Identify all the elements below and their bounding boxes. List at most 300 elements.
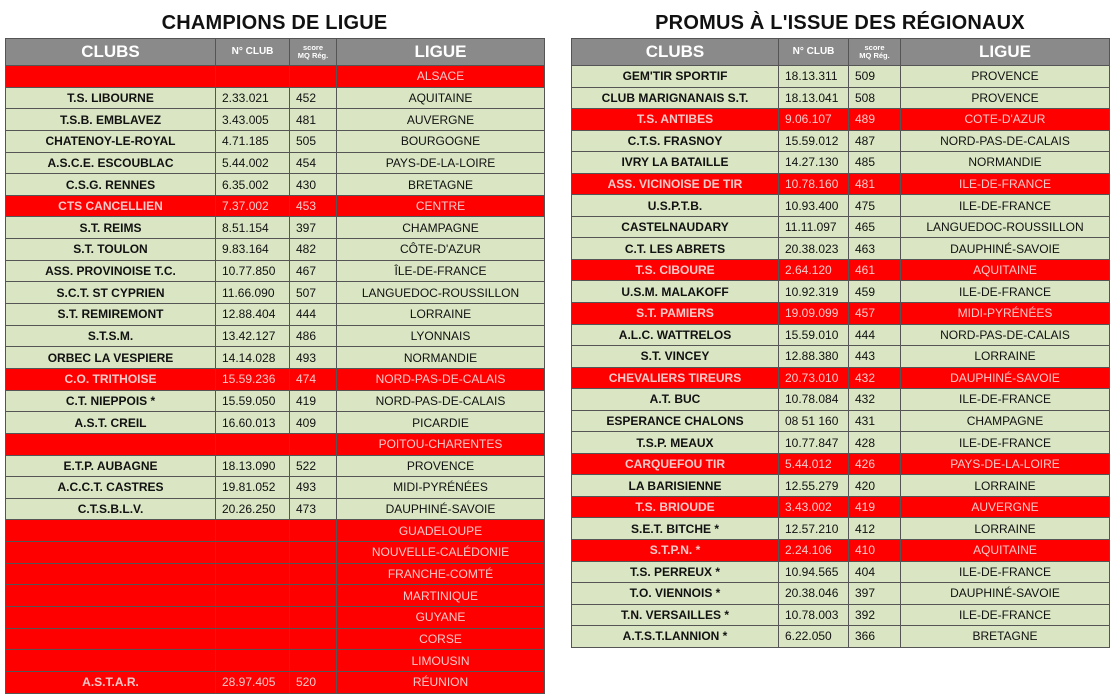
cell-num-club: 12.57.210: [779, 518, 849, 540]
cell-num-club: [216, 542, 290, 564]
cell-score: 409: [290, 412, 337, 434]
table-row: [6, 433, 545, 455]
cell-num-club: 12.88.380: [779, 346, 849, 368]
cell-club: CTS CANCELLIEN: [6, 195, 216, 217]
cell-score: 485: [849, 152, 901, 174]
cell-num-club: 12.55.279: [779, 475, 849, 497]
cell-club: A.S.T. CREIL: [6, 412, 216, 434]
cell-ligue: MIDI-PYRÉNÉES: [337, 477, 545, 499]
cell-num-club: 5.44.012: [779, 453, 849, 475]
cell-club: [6, 628, 216, 650]
cell-ligue: RÉUNION: [337, 671, 545, 693]
cell-ligue: ILE-DE-FRANCE: [901, 389, 1110, 411]
cell-score: 366: [849, 626, 901, 648]
cell-num-club: [216, 607, 290, 629]
cell-ligue: LORRAINE: [901, 475, 1110, 497]
cell-ligue: NORD-PAS-DE-CALAIS: [337, 368, 545, 390]
cell-num-club: 10.78.160: [779, 173, 849, 195]
table-row: [572, 518, 1110, 540]
cell-score: 508: [849, 87, 901, 109]
champions-table: [5, 38, 545, 694]
cell-club: T.N. VERSAILLES *: [572, 604, 779, 626]
cell-club: T.S. CIBOURE: [572, 259, 779, 281]
cell-ligue: LORRAINE: [337, 304, 545, 326]
cell-ligue: LANGUEDOC-ROUSSILLON: [337, 282, 545, 304]
cell-num-club: 28.97.405: [216, 671, 290, 693]
cell-ligue: ILE-DE-FRANCE: [901, 604, 1110, 626]
cell-num-club: 14.27.130: [779, 152, 849, 174]
table-row: [6, 650, 545, 672]
cell-score: 473: [290, 498, 337, 520]
cell-num-club: 4.71.185: [216, 130, 290, 152]
cell-num-club: 9.06.107: [779, 109, 849, 131]
champions-table-body: [6, 66, 545, 694]
table-row: [572, 604, 1110, 626]
cell-ligue: ILE-DE-FRANCE: [901, 561, 1110, 583]
cell-num-club: 2.33.021: [216, 87, 290, 109]
table-row: [572, 453, 1110, 475]
table-row: [572, 389, 1110, 411]
table-row: [6, 347, 545, 369]
cell-num-club: 8.51.154: [216, 217, 290, 239]
cell-num-club: 11.11.097: [779, 216, 849, 238]
cell-ligue: NORD-PAS-DE-CALAIS: [901, 324, 1110, 346]
cell-score: 397: [290, 217, 337, 239]
cell-score: 475: [849, 195, 901, 217]
cell-club: C.T.S.B.L.V.: [6, 498, 216, 520]
table-row: [6, 542, 545, 564]
cell-club: [6, 433, 216, 455]
cell-score: 444: [290, 304, 337, 326]
cell-num-club: 20.38.046: [779, 583, 849, 605]
table-row: [572, 540, 1110, 562]
cell-ligue: POITOU-CHARENTES: [337, 433, 545, 455]
cell-ligue: ÎLE-DE-FRANCE: [337, 260, 545, 282]
table-row: [572, 626, 1110, 648]
score-header-bottom: MQ Rég.: [297, 51, 329, 60]
cell-num-club: 15.59.050: [216, 390, 290, 412]
cell-club: ESPERANCE CHALONS: [572, 410, 779, 432]
cell-score: 507: [290, 282, 337, 304]
champions-de-ligue-section: [5, 8, 544, 694]
table-row: [572, 432, 1110, 454]
cell-num-club: 6.22.050: [779, 626, 849, 648]
table-row: [572, 173, 1110, 195]
table-row: [6, 368, 545, 390]
cell-score: 486: [290, 325, 337, 347]
cell-num-club: 6.35.002: [216, 174, 290, 196]
cell-score: 426: [849, 453, 901, 475]
cell-score: 452: [290, 87, 337, 109]
promus-table-body: [572, 66, 1110, 648]
cell-score: 509: [849, 66, 901, 88]
table-row: [6, 304, 545, 326]
cell-score: 505: [290, 130, 337, 152]
cell-ligue: CÔTE-D'AZUR: [337, 239, 545, 261]
cell-ligue: DAUPHINÉ-SAVOIE: [901, 583, 1110, 605]
cell-score: [290, 650, 337, 672]
cell-club: T.S. PERREUX *: [572, 561, 779, 583]
cell-num-club: 20.26.250: [216, 498, 290, 520]
cell-num-club: 15.59.012: [779, 130, 849, 152]
cell-score: 428: [849, 432, 901, 454]
table-row: [6, 390, 545, 412]
cell-ligue: GUYANE: [337, 607, 545, 629]
cell-club: T.S. ANTIBES: [572, 109, 779, 131]
cell-ligue: AQUITAINE: [337, 87, 545, 109]
cell-score: 404: [849, 561, 901, 583]
cell-num-club: 10.92.319: [779, 281, 849, 303]
cell-score: [290, 563, 337, 585]
table-row: [6, 87, 545, 109]
cell-ligue: NORD-PAS-DE-CALAIS: [337, 390, 545, 412]
cell-ligue: ILE-DE-FRANCE: [901, 281, 1110, 303]
cell-ligue: GUADELOUPE: [337, 520, 545, 542]
cell-club: A.S.C.E. ESCOUBLAC: [6, 152, 216, 174]
cell-club: GEM'TIR SPORTIF: [572, 66, 779, 88]
cell-ligue: CENTRE: [337, 195, 545, 217]
cell-club: [6, 650, 216, 672]
cell-score: 457: [849, 303, 901, 325]
cell-club: [6, 585, 216, 607]
cell-score: [290, 542, 337, 564]
column-header-score: [290, 39, 337, 66]
cell-club: C.T. LES ABRETS: [572, 238, 779, 260]
cell-club: T.S. BRIOUDE: [572, 496, 779, 518]
table-row: [6, 282, 545, 304]
cell-club: T.S.B. EMBLAVEZ: [6, 109, 216, 131]
cell-ligue: AQUITAINE: [901, 540, 1110, 562]
cell-num-club: 20.38.023: [779, 238, 849, 260]
table-row: [6, 66, 545, 88]
cell-score: 489: [849, 109, 901, 131]
cell-num-club: 10.77.847: [779, 432, 849, 454]
cell-score: 520: [290, 671, 337, 693]
cell-score: 397: [849, 583, 901, 605]
cell-ligue: FRANCHE-COMTÉ: [337, 563, 545, 585]
cell-score: 420: [849, 475, 901, 497]
table-row: [6, 628, 545, 650]
cell-ligue: PROVENCE: [901, 66, 1110, 88]
cell-ligue: BOURGOGNE: [337, 130, 545, 152]
table-row: [6, 217, 545, 239]
cell-ligue: ILE-DE-FRANCE: [901, 173, 1110, 195]
column-header-num-club: N° CLUB: [779, 39, 849, 66]
cell-num-club: 15.59.236: [216, 368, 290, 390]
cell-score: 459: [849, 281, 901, 303]
cell-score: 419: [849, 496, 901, 518]
cell-club: S.E.T. BITCHE *: [572, 518, 779, 540]
table-row: [6, 239, 545, 261]
cell-ligue: ILE-DE-FRANCE: [901, 432, 1110, 454]
cell-club: S.C.T. ST CYPRIEN: [6, 282, 216, 304]
cell-num-club: 19.09.099: [779, 303, 849, 325]
cell-club: A.C.C.T. CASTRES: [6, 477, 216, 499]
cell-num-club: [216, 585, 290, 607]
cell-ligue: PAYS-DE-LA-LOIRE: [337, 152, 545, 174]
table-row: [572, 346, 1110, 368]
cell-club: A.T.S.T.LANNION *: [572, 626, 779, 648]
table-row: [6, 130, 545, 152]
cell-ligue: LORRAINE: [901, 346, 1110, 368]
cell-num-club: [216, 520, 290, 542]
table-row: [6, 109, 545, 131]
cell-club: T.S. LIBOURNE: [6, 87, 216, 109]
cell-ligue: NORD-PAS-DE-CALAIS: [901, 130, 1110, 152]
table-row: [6, 455, 545, 477]
cell-score: 522: [290, 455, 337, 477]
cell-club: CLUB MARIGNANAIS S.T.: [572, 87, 779, 109]
cell-score: 493: [290, 347, 337, 369]
cell-num-club: 2.24.106: [779, 540, 849, 562]
cell-num-club: 10.78.084: [779, 389, 849, 411]
cell-num-club: 9.83.164: [216, 239, 290, 261]
cell-club: CASTELNAUDARY: [572, 216, 779, 238]
cell-club: [6, 520, 216, 542]
cell-ligue: LYONNAIS: [337, 325, 545, 347]
cell-ligue: AUVERGNE: [901, 496, 1110, 518]
cell-score: 493: [290, 477, 337, 499]
column-header-score: [849, 39, 901, 66]
promus-table: [571, 38, 1110, 648]
table-row: [572, 195, 1110, 217]
cell-ligue: MIDI-PYRÉNÉES: [901, 303, 1110, 325]
cell-ligue: PICARDIE: [337, 412, 545, 434]
cell-num-club: 18.13.090: [216, 455, 290, 477]
cell-club: T.O. VIENNOIS *: [572, 583, 779, 605]
column-header-clubs: CLUBS: [6, 39, 216, 66]
cell-num-club: [216, 628, 290, 650]
table-row: [6, 174, 545, 196]
cell-num-club: 08 51 160: [779, 410, 849, 432]
cell-score: 482: [290, 239, 337, 261]
cell-score: 474: [290, 368, 337, 390]
score-header-top: score: [864, 43, 885, 52]
cell-club: ASS. VICINOISE DE TIR: [572, 173, 779, 195]
cell-club: CHATENOY-LE-ROYAL: [6, 130, 216, 152]
cell-ligue: ALSACE: [337, 66, 545, 88]
cell-club: T.S.P. MEAUX: [572, 432, 779, 454]
cell-num-club: 15.59.010: [779, 324, 849, 346]
table-row: [572, 324, 1110, 346]
cell-ligue: BRETAGNE: [901, 626, 1110, 648]
cell-ligue: PAYS-DE-LA-LOIRE: [901, 453, 1110, 475]
cell-ligue: ILE-DE-FRANCE: [901, 195, 1110, 217]
cell-ligue: AUVERGNE: [337, 109, 545, 131]
cell-ligue: CHAMPAGNE: [901, 410, 1110, 432]
cell-club: U.S.M. MALAKOFF: [572, 281, 779, 303]
table-row: [6, 671, 545, 693]
cell-club: CARQUEFOU TIR: [572, 453, 779, 475]
header-row: [6, 39, 545, 66]
cell-score: 463: [849, 238, 901, 260]
cell-score: 410: [849, 540, 901, 562]
cell-ligue: COTE-D'AZUR: [901, 109, 1110, 131]
table-row: [6, 607, 545, 629]
table-row: [572, 87, 1110, 109]
cell-club: ORBEC LA VESPIERE: [6, 347, 216, 369]
table-row: [572, 583, 1110, 605]
cell-score: [290, 585, 337, 607]
table-row: [6, 585, 545, 607]
cell-score: [290, 433, 337, 455]
table-row: [6, 477, 545, 499]
cell-club: U.S.P.T.B.: [572, 195, 779, 217]
cell-num-club: 19.81.052: [216, 477, 290, 499]
cell-ligue: LANGUEDOC-ROUSSILLON: [901, 216, 1110, 238]
table-row: [572, 259, 1110, 281]
section-title: PROMUS À L'ISSUE DES RÉGIONAUX: [655, 12, 1025, 34]
cell-num-club: 16.60.013: [216, 412, 290, 434]
table-row: [572, 475, 1110, 497]
table-row: [572, 303, 1110, 325]
cell-score: 392: [849, 604, 901, 626]
table-row: [572, 496, 1110, 518]
cell-num-club: 3.43.002: [779, 496, 849, 518]
cell-num-club: 18.13.041: [779, 87, 849, 109]
cell-num-club: [216, 433, 290, 455]
cell-num-club: 2.64.120: [779, 259, 849, 281]
cell-num-club: 7.37.002: [216, 195, 290, 217]
cell-club: C.S.G. RENNES: [6, 174, 216, 196]
cell-num-club: 13.42.127: [216, 325, 290, 347]
cell-num-club: 10.77.850: [216, 260, 290, 282]
cell-ligue: NORMANDIE: [337, 347, 545, 369]
cell-num-club: 14.14.028: [216, 347, 290, 369]
column-header-clubs: CLUBS: [572, 39, 779, 66]
column-header-ligue: LIGUE: [337, 39, 545, 66]
cell-score: [290, 607, 337, 629]
cell-score: 432: [849, 367, 901, 389]
cell-ligue: DAUPHINÉ-SAVOIE: [901, 367, 1110, 389]
cell-num-club: 18.13.311: [779, 66, 849, 88]
cell-score: 453: [290, 195, 337, 217]
table-row: [572, 130, 1110, 152]
cell-club: S.T. TOULON: [6, 239, 216, 261]
cell-club: S.T. VINCEY: [572, 346, 779, 368]
cell-score: 467: [290, 260, 337, 282]
cell-score: 432: [849, 389, 901, 411]
cell-club: CHEVALIERS TIREURS: [572, 367, 779, 389]
table-row: [572, 109, 1110, 131]
cell-score: 430: [290, 174, 337, 196]
table-row: [6, 563, 545, 585]
cell-num-club: 10.94.565: [779, 561, 849, 583]
cell-club: S.T. PAMIERS: [572, 303, 779, 325]
table-row: [572, 281, 1110, 303]
cell-num-club: 10.78.003: [779, 604, 849, 626]
cell-num-club: [216, 563, 290, 585]
cell-club: C.T.S. FRASNOY: [572, 130, 779, 152]
cell-club: A.S.T.A.R.: [6, 671, 216, 693]
section-title: CHAMPIONS DE LIGUE: [161, 12, 388, 34]
table-row: [6, 152, 545, 174]
cell-club: A.T. BUC: [572, 389, 779, 411]
cell-club: [6, 66, 216, 88]
promus-section: [571, 8, 1109, 648]
cell-club: IVRY LA BATAILLE: [572, 152, 779, 174]
table-row: [572, 238, 1110, 260]
table-row: [572, 66, 1110, 88]
cell-score: 461: [849, 259, 901, 281]
cell-num-club: 20.73.010: [779, 367, 849, 389]
table-row: [572, 561, 1110, 583]
cell-ligue: NORMANDIE: [901, 152, 1110, 174]
cell-num-club: [216, 650, 290, 672]
cell-score: 412: [849, 518, 901, 540]
cell-ligue: MARTINIQUE: [337, 585, 545, 607]
cell-score: 481: [290, 109, 337, 131]
table-row: [572, 216, 1110, 238]
cell-ligue: DAUPHINÉ-SAVOIE: [901, 238, 1110, 260]
cell-club: C.T. NIEPPOIS *: [6, 390, 216, 412]
cell-num-club: 5.44.002: [216, 152, 290, 174]
cell-score: [290, 628, 337, 650]
cell-score: 431: [849, 410, 901, 432]
cell-ligue: LORRAINE: [901, 518, 1110, 540]
table-row: [6, 498, 545, 520]
cell-club: A.L.C. WATTRELOS: [572, 324, 779, 346]
cell-club: C.O. TRITHOISE: [6, 368, 216, 390]
table-row: [572, 152, 1110, 174]
cell-club: LA BARISIENNE: [572, 475, 779, 497]
cell-club: [6, 542, 216, 564]
cell-club: [6, 563, 216, 585]
cell-club: E.T.P. AUBAGNE: [6, 455, 216, 477]
score-header-bottom: MQ Rég.: [859, 51, 890, 60]
cell-club: S.T.S.M.: [6, 325, 216, 347]
cell-score: 487: [849, 130, 901, 152]
score-header-top: score: [302, 43, 323, 52]
table-row: [572, 410, 1110, 432]
cell-club: S.T. REMIREMONT: [6, 304, 216, 326]
cell-club: ASS. PROVINOISE T.C.: [6, 260, 216, 282]
cell-ligue: DAUPHINÉ-SAVOIE: [337, 498, 545, 520]
table-row: [6, 520, 545, 542]
cell-ligue: PROVENCE: [901, 87, 1110, 109]
cell-score: 444: [849, 324, 901, 346]
cell-score: 481: [849, 173, 901, 195]
column-header-ligue: LIGUE: [901, 39, 1110, 66]
cell-num-club: 3.43.005: [216, 109, 290, 131]
column-header-num-club: N° CLUB: [216, 39, 290, 66]
cell-score: [290, 520, 337, 542]
cell-club: [6, 607, 216, 629]
cell-ligue: CORSE: [337, 628, 545, 650]
cell-club: S.T. REIMS: [6, 217, 216, 239]
cell-club: S.T.P.N. *: [572, 540, 779, 562]
table-row: [572, 367, 1110, 389]
cell-ligue: BRETAGNE: [337, 174, 545, 196]
cell-ligue: LIMOUSIN: [337, 650, 545, 672]
cell-ligue: NOUVELLE-CALÉDONIE: [337, 542, 545, 564]
table-row: [6, 260, 545, 282]
cell-num-club: 10.93.400: [779, 195, 849, 217]
header-row: [572, 39, 1110, 66]
cell-score: 443: [849, 346, 901, 368]
table-row: [6, 412, 545, 434]
cell-num-club: 12.88.404: [216, 304, 290, 326]
cell-ligue: CHAMPAGNE: [337, 217, 545, 239]
table-row: [6, 195, 545, 217]
cell-ligue: AQUITAINE: [901, 259, 1110, 281]
cell-score: 419: [290, 390, 337, 412]
cell-num-club: 11.66.090: [216, 282, 290, 304]
cell-score: 454: [290, 152, 337, 174]
cell-score: 465: [849, 216, 901, 238]
cell-ligue: PROVENCE: [337, 455, 545, 477]
table-row: [6, 325, 545, 347]
